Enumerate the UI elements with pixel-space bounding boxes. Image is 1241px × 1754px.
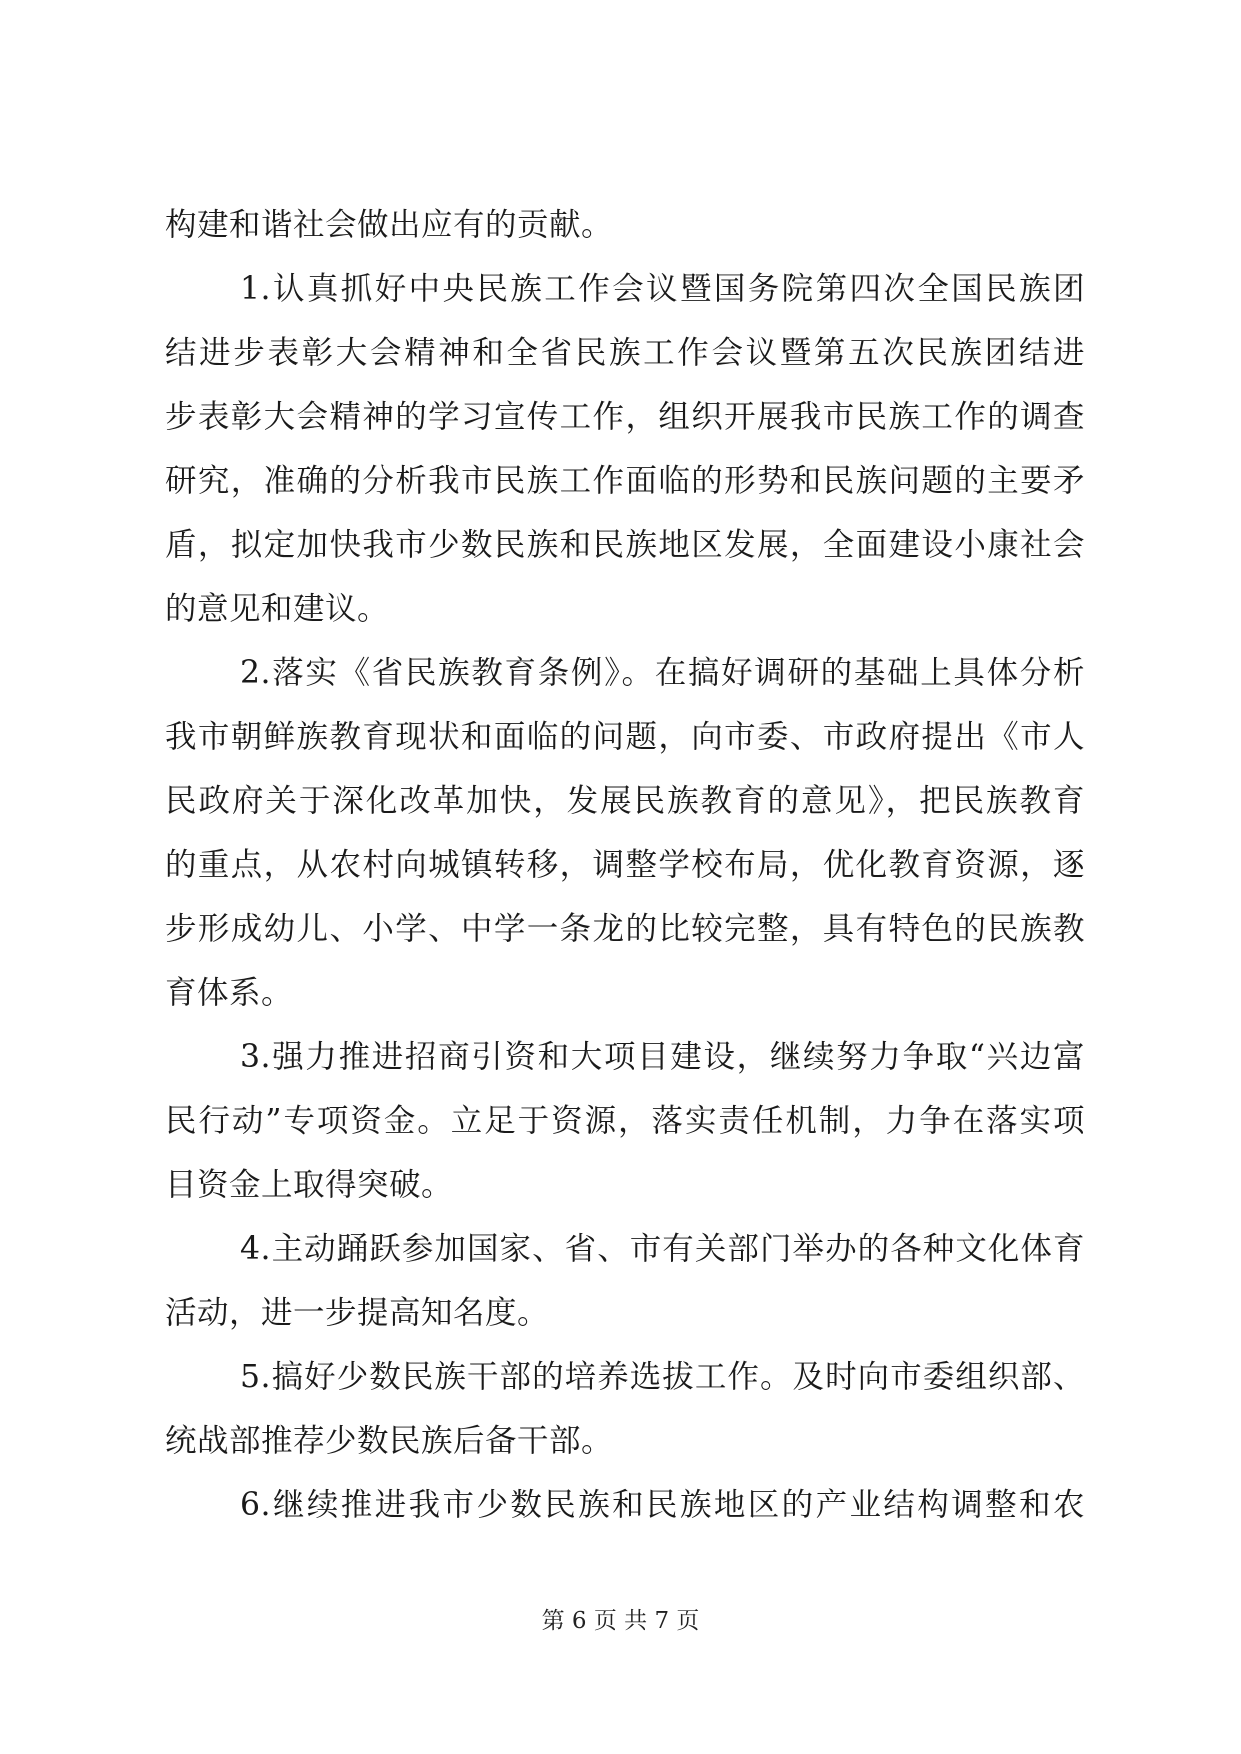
paragraph-4-start: 4.主动踊跃参加国家、省、市有关部门举办的各种文化体育: [240, 1231, 1085, 1267]
text-line: 民行动”专项资金。立足于资源，落实责任机制，力争在落实项: [165, 1103, 1085, 1139]
paragraph-3-start: 3.强力推进招商引资和大项目建设，继续努力争取“兴边富: [240, 1039, 1085, 1075]
text-line: 我市朝鲜族教育现状和面临的问题，向市委、市政府提出《市人: [165, 719, 1085, 755]
text-line: 统战部推荐少数民族后备干部。: [165, 1423, 614, 1459]
paragraph-1-start: 1.认真抓好中央民族工作会议暨国务院第四次全国民族团: [240, 271, 1085, 307]
text-line: 活动，进一步提高知名度。: [165, 1295, 550, 1331]
text-line: 盾，拟定加快我市少数民族和民族地区发展，全面建设小康社会: [165, 527, 1085, 563]
paragraph-6-start: 6.继续推进我市少数民族和民族地区的产业结构调整和农: [240, 1487, 1085, 1523]
text-line: 步表彰大会精神的学习宣传工作，组织开展我市民族工作的调查: [165, 399, 1085, 435]
text-line: 的意见和建议。: [165, 591, 390, 627]
paragraph-2-start: 2.落实《省民族教育条例》。在搞好调研的基础上具体分析: [240, 655, 1085, 691]
text-line: 的重点，从农村向城镇转移，调整学校布局，优化教育资源，逐: [165, 847, 1085, 883]
paragraph-5-start: 5.搞好少数民族干部的培养选拔工作。及时向市委组织部、: [240, 1359, 1085, 1395]
text-line: 目资金上取得突破。: [165, 1167, 454, 1203]
text-line: 构建和谐社会做出应有的贡献。: [165, 207, 614, 243]
page-number-footer: 第 6 页 共 7 页: [541, 1608, 700, 1634]
text-line: 育体系。: [165, 975, 294, 1011]
text-line: 步形成幼儿、小学、中学一条龙的比较完整，具有特色的民族教: [165, 911, 1085, 947]
text-line: 结进步表彰大会精神和全省民族工作会议暨第五次民族团结进: [165, 335, 1085, 371]
text-line: 研究，准确的分析我市民族工作面临的形势和民族问题的主要矛: [165, 463, 1085, 499]
text-line: 民政府关于深化改革加快，发展民族教育的意见》，把民族教育: [165, 783, 1085, 819]
